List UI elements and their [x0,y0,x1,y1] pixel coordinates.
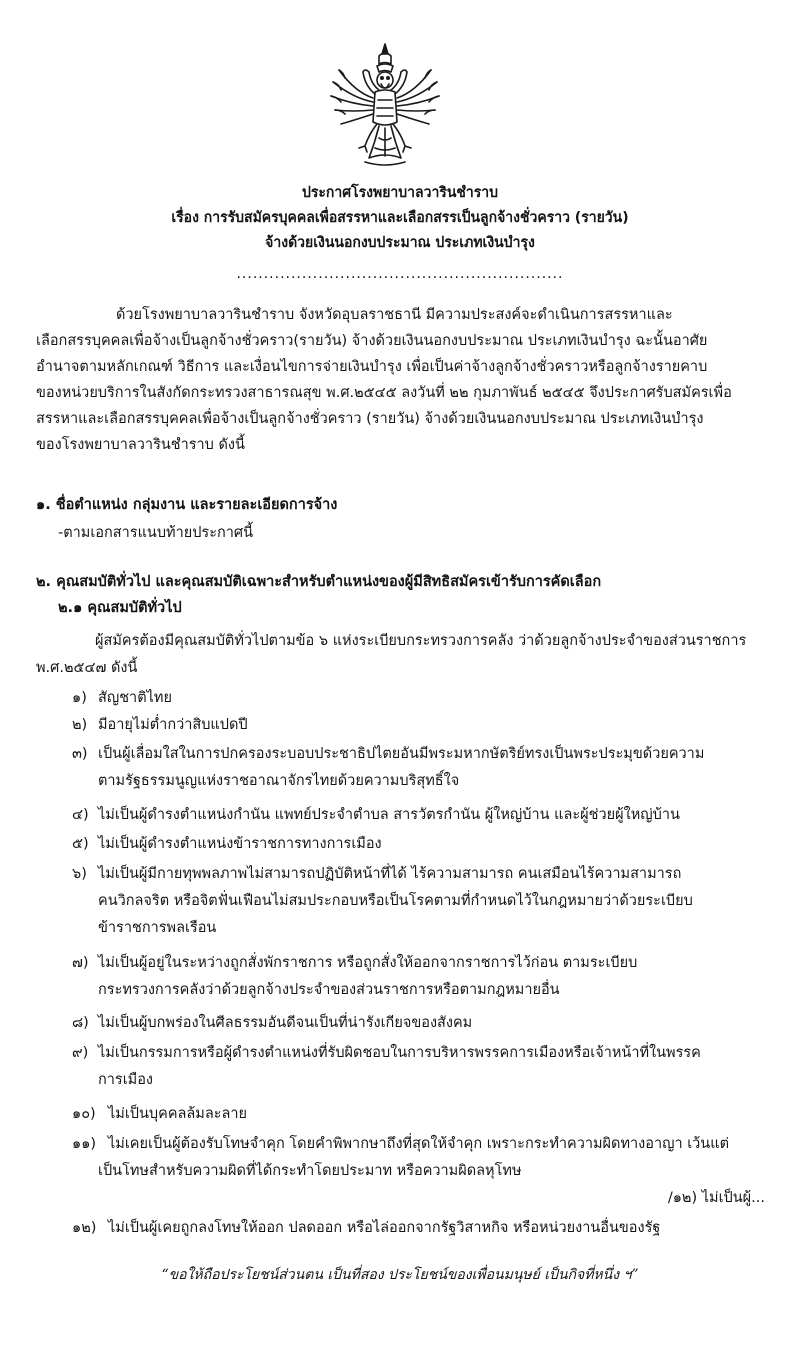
announcement-subject: เรื่อง การรับสมัครบุคคลเพื่อสรรหาและเลือกสรรเป็นลูกจ้างชั่วคราว (รายวัน) [171,210,629,226]
item-text: ข้าราชการพลเรือน [98,920,217,936]
item-text: ไม่เป็นผู้ดำรงตำแหน่งข้าราชการทางการเมือง [98,836,382,852]
section-1-heading: ๑. ชื่อตำแหน่ง กลุ่มงาน และรายละเอียดการจ้าง [36,497,338,513]
announcement-funding: จ้างด้วยเงินนอกงบประมาณ ประเภทเงินบำรุง [265,235,535,251]
section-2-heading: ๒. คุณสมบัติทั่วไป และคุณสมบัติเฉพาะสำหรับตำแหน่งของผู้มีสิทธิสมัครเข้ารับการคัดเลือก [36,574,602,590]
item-text: ไม่เป็นกรรมการหรือผู้ดำรงตำแหน่งที่รับผิดชอบในการบริหารพรรคการเมืองหรือเจ้าหน้าที่ในพรรค [98,1045,701,1061]
intro-line: สรรหาและเลือกสรรบุคคลเพื่อจ้างเป็นลูกจ้างชั่วคราว (รายวัน) จ้างด้วยเงินนอกงบประมาณ ประเภทเงินบำรุง [36,411,704,427]
item-number: ๑) [72,690,87,706]
intro-line: อำนาจตามหลักเกณฑ์ วิธีการ และเงื่อนไขการจ่ายเงินบำรุง เพื่อเป็นค่าจ้างลูกจ้างชั่วคราวหรือลูกจ้างรายคาบ [36,359,708,375]
item-text: กระทรวงการคลังว่าด้วยลูกจ้างประจำของส่วนราชการหรือตามกฎหมายอื่น [98,982,560,998]
item-text: คนวิกลจริต หรือจิตฟั่นเฟือนไม่สมประกอบหรือเป็นโรคตามที่กำหนดไว้ในกฎหมายว่าด้วยระเบียบ [98,893,693,909]
qualification-intro: พ.ศ.๒๕๔๗ ดังนี้ [36,660,138,676]
item-number: ๘) [72,1015,89,1031]
section-2-1-heading: ๒.๑ คุณสมบัติทั่วไป [58,600,182,616]
item-text: ไม่เป็นบุคคลล้มละลาย [108,1106,248,1122]
item-text: ตามรัฐธรรมนูญแห่งราชอาณาจักรไทยด้วยความบริสุทธิ์ใจ [98,773,460,789]
item-number: ๕) [72,836,89,852]
item-text: ไม่เป็นผู้บกพร่องในศีลธรรมอันดีจนเป็นที่น่ารังเกียจของสังคม [98,1015,473,1031]
item-number: ๑๑) [72,1136,97,1152]
royal-motto: “ขอให้ถือประโยชน์ส่วนตน เป็นที่สอง ประโยชน์ของเพื่อนมนุษย์ เป็นกิจที่หนึ่ง ฯ” [161,1267,639,1283]
item-text: เป็นผู้เลื่อมใสในการปกครองระบอบประชาธิปไตยอันมีพระมหากษัตริย์ทรงเป็นพระประมุขด้วยความ [98,746,705,762]
intro-line: ด้วยโรงพยาบาลวารินชำราบ จังหวัดอุบลราชธานี มีความประสงค์จะดำเนินการสรรหาและ [116,307,673,323]
item-number: ๒) [72,717,88,733]
header-separator: ............................................................ [236,266,564,282]
item-text: เป็นโทษสำหรับความผิดที่ได้กระทำโดยประมาท หรือความผิดลหุโทษ [98,1163,522,1179]
item-number: ๓) [72,746,88,762]
item-text: สัญชาติไทย [98,690,172,706]
item-number: ๖) [72,866,87,882]
item-text: ไม่เป็นผู้เคยถูกลงโทษให้ออก ปลดออก หรือไล่ออกจากรัฐวิสาหกิจ หรือหน่วยงานอื่นของรัฐ [108,1220,661,1236]
intro-line: เลือกสรรบุคคลเพื่อจ้างเป็นลูกจ้างชั่วคราว(รายวัน) จ้างด้วยเงินนอกงบประมาณ ประเภทเงินบำรุง ฉะนั้นอาศัย [36,333,708,349]
continuation-marker: /๑๒) ไม่เป็นผู้... [667,1190,765,1206]
item-text: ไม่เป็นผู้อยู่ในระหว่างถูกสั่งพักราชการ หรือถูกสั่งให้ออกจากราชการไว้ก่อน ตามระเบียบ [98,955,638,971]
intro-line: ของหน่วยบริการในสังกัดกระทรวงสาธารณสุข พ.ศ.๒๕๔๕ ลงวันที่ ๒๒ กุมภาพันธ์ ๒๕๔๕ จึงประกาศรับสมัครเพื่อ [36,385,732,401]
item-text: ไม่เป็นผู้มีกายทุพพลภาพไม่สามารถปฏิบัติหน้าที่ได้ ไร้ความสามารถ คนเสมือนไร้ความสามารถ [98,866,682,882]
intro-line: ของโรงพยาบาลวารินชำราบ ดังนี้ [36,437,245,453]
item-text: มีอายุไม่ต่ำกว่าสิบแปดปี [98,717,248,733]
item-text: ไม่เป็นผู้ดำรงตำแหน่งกำนัน แพทย์ประจำตำบล สารวัตรกำนัน ผู้ใหญ่บ้าน และผู้ช่วยผู้ใหญ่บ้าน [98,807,680,823]
item-number: ๑๐) [72,1106,96,1122]
item-number: ๗) [72,955,89,971]
item-number: ๑๒) [72,1220,97,1236]
item-text: การเมือง [98,1072,154,1088]
qualification-intro: ผู้สมัครต้องมีคุณสมบัติทั่วไปตามข้อ ๖ แห่งระเบียบกระทรวงการคลัง ว่าด้วยลูกจ้างประจำของส่วนราชการ [95,633,747,649]
section-1-text: -ตามเอกสารแนบท้ายประกาศนี้ [58,525,254,541]
item-number: ๙) [72,1045,89,1061]
garuda-emblem-icon [325,42,445,170]
item-text: ไม่เคยเป็นผู้ต้องรับโทษจำคุก โดยคำพิพากษาถึงที่สุดให้จำคุก เพราะกระทำความผิดทางอาญา เว้นแต่ [108,1136,729,1152]
item-number: ๔) [72,807,89,823]
announcement-title: ประกาศโรงพยาบาลวารินชำราบ [302,185,498,201]
